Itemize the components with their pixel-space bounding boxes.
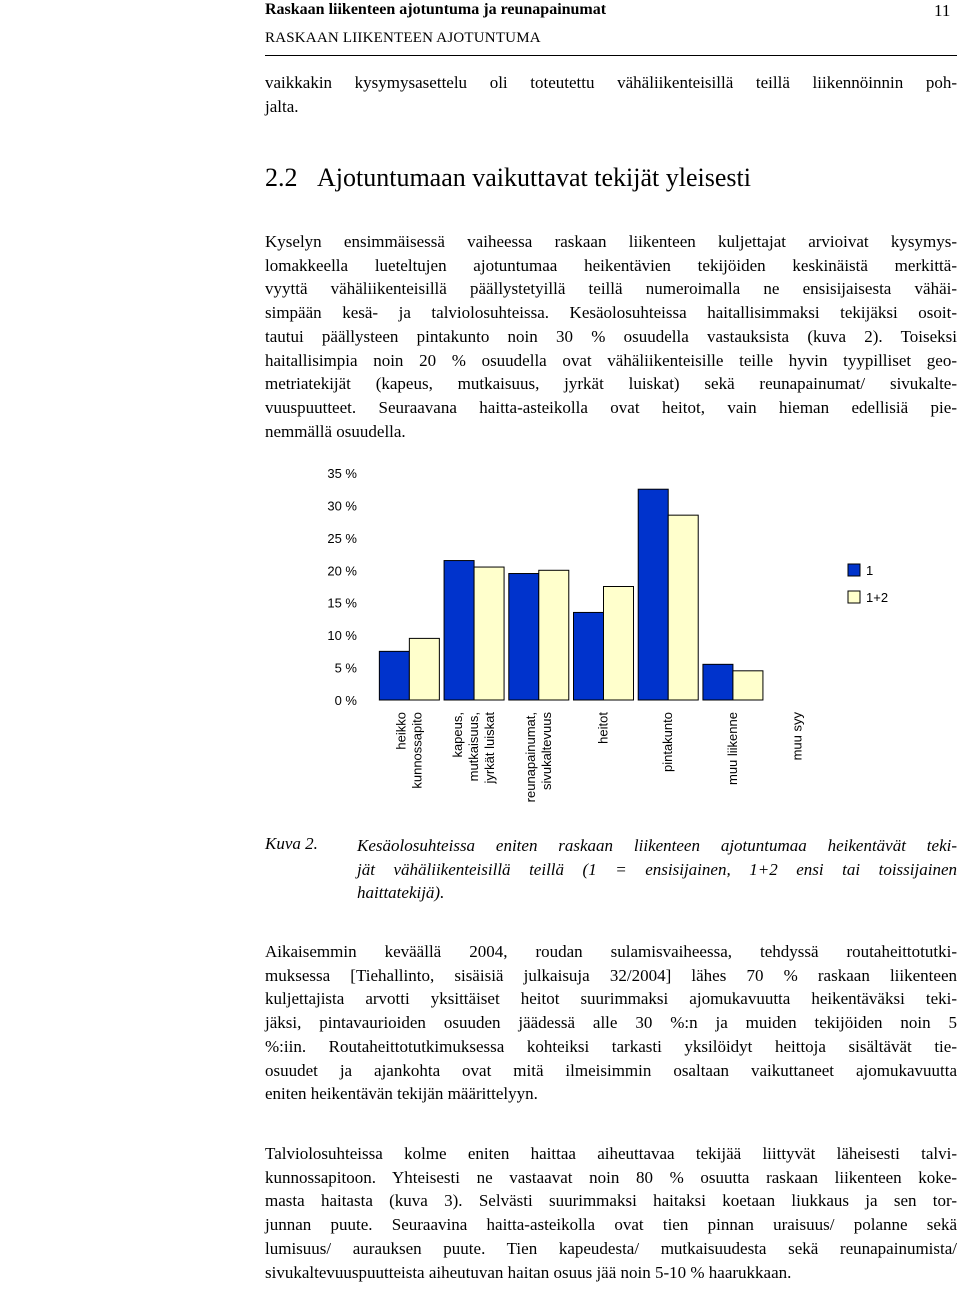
x-category-label: kapeus, — [450, 712, 466, 758]
y-tick-label: 15 % — [327, 595, 357, 611]
legend-label: 1 — [866, 563, 874, 578]
running-header-subtitle: RASKAAN LIIKENTEEN AJOTUNTUMA — [265, 30, 541, 46]
text-line: vuuspuutteet. Seuraavana haitta-asteikolla ovat heitot, vain hieman edellisiä pie- — [265, 397, 957, 417]
text-line: vyyttä vähäliikenteisillä päällystetyillä teillä numeroimalla ne ensisijaisesta vähäi- — [265, 279, 957, 299]
x-category-label: pintakunto — [660, 712, 676, 772]
text-line: muksessa [Tiehallinto, sisäisiä julkaisuja 32/2004] lähes 70 % raskaan liikenteen — [265, 965, 957, 985]
text-line: jalta. — [265, 96, 299, 116]
section-title: Ajotuntumaan vaikuttavat tekijät yleisesti — [317, 163, 751, 192]
intro-paragraph — [265, 71, 957, 118]
x-category-label: heikko — [393, 712, 409, 750]
text-line: lumisuus/ aurauksen puute. Tien kapeudesta/ mutkaisuudesta sekä reunapainumista/ — [265, 1238, 957, 1258]
bar-series-1plus2 — [539, 570, 569, 700]
bar-series-1plus2 — [409, 638, 439, 700]
section-heading — [265, 163, 751, 193]
y-tick-label: 30 % — [327, 498, 357, 514]
text-line: jäksi, pintavaurioiden osuuden jäädessä alle 30 %:n ja muiden tekijöiden noin 5 — [265, 1013, 957, 1033]
x-category-label: sivukaltevuus — [538, 712, 554, 791]
text-line: Aikaisemmin keväällä 2004, roudan sulamisvaiheessa, tehdyssä routaheittotutki- — [265, 942, 957, 961]
bar-series-1 — [703, 664, 733, 700]
legend-label: 1+2 — [866, 590, 889, 605]
bar-series-1 — [379, 651, 409, 700]
bar-series-1 — [574, 612, 604, 700]
text-line: Kyselyn ensimmäisessä vaiheessa raskaan liikenteen kuljettajat arvioivat kysymys- — [265, 232, 957, 251]
section-number: 2.2 — [265, 163, 298, 192]
y-tick-label: 5 % — [334, 660, 357, 676]
figure-caption-label: Kuva 2. — [265, 834, 318, 853]
text-line: Kesäolosuhteissa eniten raskaan liikenteen ajotuntumaa heikentävät teki- — [357, 836, 957, 855]
text-line: Talviolosuhteissa kolme eniten haittaa aiheuttavaa tekijää liittyvät läheisesti talvi- — [265, 1144, 957, 1163]
figure-caption-text — [357, 834, 957, 905]
text-line: nemmällä osuudella. — [265, 421, 406, 441]
x-category-label: muu liikenne — [724, 712, 740, 785]
x-category-label: heitot — [595, 712, 611, 744]
paragraph-2 — [265, 940, 957, 1106]
y-tick-label: 25 % — [327, 530, 357, 546]
text-line: eniten heikentävän tekijän määrittelyyn. — [265, 1084, 538, 1104]
x-category-label: jyrkät luiskat — [482, 712, 498, 784]
text-line: lomakkeella lueteltujen ajotuntumaa heikentävien tekijöiden keskinäistä merkittä- — [265, 255, 957, 275]
y-tick-label: 35 % — [327, 466, 357, 481]
paragraph-1 — [265, 230, 957, 443]
bar-series-1plus2 — [604, 587, 634, 701]
y-tick-label: 10 % — [327, 628, 357, 644]
text-line: tautui päällysteen pintakunto noin 30 % osuudella vastauksista (kuva 2). Toiseksi — [265, 326, 957, 346]
y-tick-label: 20 % — [327, 563, 357, 579]
text-line: junnan puute. Seuraavina haitta-asteikolla ovat tien pinnan uraisuus/ polanne sekä — [265, 1215, 957, 1235]
text-line: metriatekijät (kapeus, mutkaisuus, jyrkät luiskat) sekä reunapainumat/ sivukalte- — [265, 374, 957, 394]
y-tick-label: 0 % — [334, 693, 357, 708]
bar-series-1 — [638, 489, 668, 700]
text-line: kunnossapitoon. Yhteisesti ne vastaavat noin 80 % osuutta raskaan liikenteen koke- — [265, 1167, 957, 1187]
paragraph-3 — [265, 1142, 957, 1284]
text-line: masta haitasta (kuva 3). Selvästi suurimmaksi haitaksi koetaan liukkaus ja sen tor- — [265, 1191, 957, 1211]
bar-series-1 — [444, 561, 474, 700]
text-line: haittatekijä). — [357, 883, 445, 903]
x-category-label: muu syy — [789, 712, 805, 761]
running-header-title: Raskaan liikenteen ajotuntuma ja reunapainumat — [265, 1, 607, 18]
text-line: kuljettajista arvotti yksittäiset heitot suurimmaksi ajomukavuutta heikentäväksi teki- — [265, 989, 957, 1009]
bar-series-1plus2 — [474, 567, 504, 700]
legend-swatch — [848, 564, 860, 576]
x-category-label: kunnossapito — [409, 712, 425, 789]
bar-series-1plus2 — [733, 671, 763, 700]
x-category-label: reunapainumat, — [522, 712, 538, 803]
page-number: 11 — [934, 1, 951, 20]
text-line: osuudet ja ajankohta ovat mitä ilmeisimmin osaltaan vaikuttaneet ajomukavuutta — [265, 1060, 957, 1080]
bar-chart — [265, 455, 957, 815]
x-category-label: mutkaisuus, — [466, 712, 482, 782]
text-line: sivukaltevuuspuutteista aiheutuvan haitan osuus jää noin 5-10 % haarukkaan. — [265, 1262, 792, 1282]
header-rule — [265, 55, 957, 56]
legend-swatch — [848, 591, 860, 603]
text-line: %:iin. Routaheittotutkimuksessa kohteiksi tarkasti yksilöidyt heittoja sisältävät tie- — [265, 1036, 957, 1056]
text-line: jät vähäliikenteisillä teillä (1 = ensisijainen, 1+2 ensi tai toissijainen — [357, 859, 957, 879]
text-line: simpään kesä- ja talviolosuhteissa. Kesäolosuhteissa haitallisimmaksi tekijäksi osoit- — [265, 303, 957, 323]
bar-series-1plus2 — [668, 515, 698, 700]
bar-series-1 — [509, 574, 539, 700]
text-line: vaikkakin kysymysasettelu oli toteutettu vähäliikenteisillä teillä liikennöinnin poh- — [265, 73, 957, 92]
text-line: haitallisimpia noin 20 % osuudella ovat vähäliikenteisille teille hyvin tyypilliset geo- — [265, 350, 957, 370]
